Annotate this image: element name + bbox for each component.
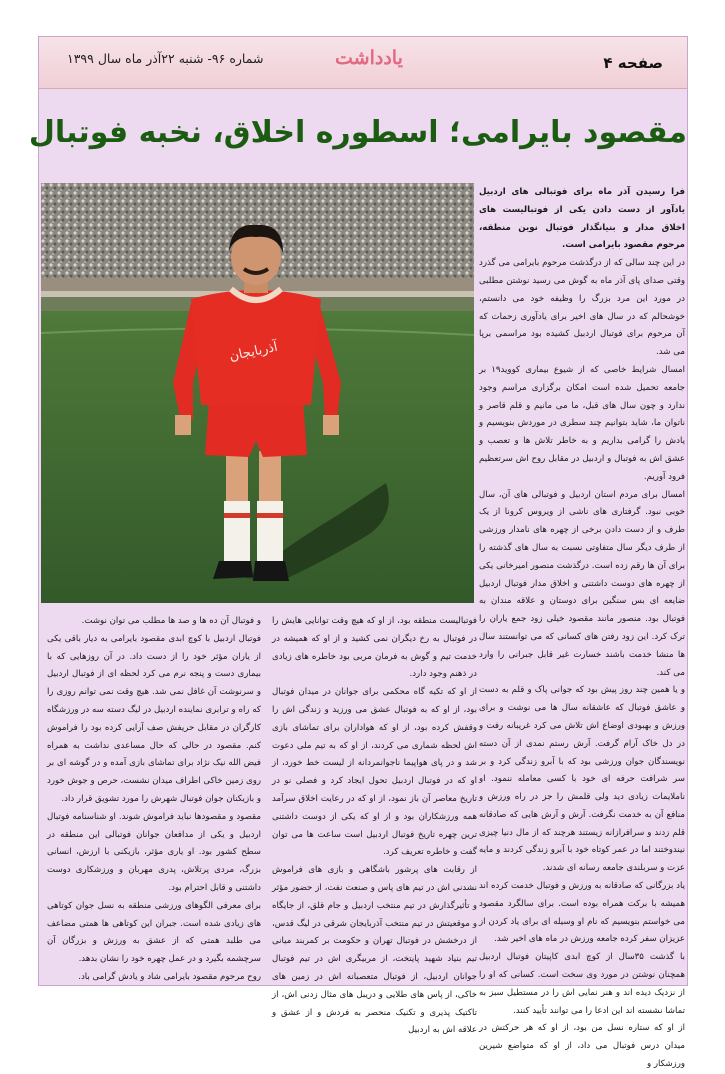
article-paragraph: فوتبالیست منطقه بود، از او که هیچ وقت توانایی هایش را در فوتبال به رخ دیگران نمی کشید و از او که همیشه در خدمت تیم و گوش به فرمان مربی بود خاطره های زیادی در ذهنم وجود دارد. <box>272 616 477 680</box>
article-title: مقصود بایرامی؛ اسطوره اخلاق، نخبه فوتبال <box>28 115 687 150</box>
article-paragraph: امسال برای مردم استان اردبیل و فوتبالی های آن، سال خوبی نبود. گرفتاری های ناشی از ویروس کرونا از یک طرف و از دست دادن برخی از چهره های نامدار ورزشی از طرف دیگر سال متفاوتی نسبت به سال های گذشته را برای آن ها رقم زده است. درگذشت منصور امیرخانی یکی از چهره های دوست داشتنی و اخلاق مدار فوتبال اردبیل ضایعه ای بس سنگین برای دوستان و علاقه مندان به فوتبال بود. منصور مانند مقصود خیلی زود جمع یاران را ترک کرد. این زود رفتن های کسانی که می توانستند سال ها منشا خدمت باشند خسارت غیر قابل جبرانی را وارد می کند. <box>479 489 685 678</box>
article-closing: روح مرحوم مقصود بایرامی شاد و یادش گرامی باد. <box>78 971 261 982</box>
article-column-right <box>479 184 685 1070</box>
article-paragraph: با گذشت ۳۵سال از کوچ ابدی کاپیتان فوتبال اردبیل همچنان نوشتن در مورد وی سخت است. کسانی که او را از نزدیک دیده اند و هنر نمایی اش را در مستطیل سبز به تماشا نشسته اند این ادعا را می توانند تأیید کنند. <box>479 952 685 1016</box>
article-paragraph: مقصود و مقصودها نباید فراموش شوند. او شناسنامه فوتبال اردبیل و یکی از مدافعان جوانان فوتبالی این منطقه در سطح کشور بود. او یاری مؤثر، بازیکنی با ارزش، انسانی بزرگ، مردی پرتلاش، پدری مهربان و ورزشکاری دوست داشتنی و قابل احترام بود. <box>47 811 261 893</box>
article-paragraph: یاد بزرگانی که صادقانه به ورزش و فوتبال خدمت کرده اند همیشه با برکت همراه بوده است. برای سالگرد مقصود می خواستم بنویسیم که نام او وسیله ای برای یاد کردن از عزیزان سفر کرده جامعه ورزش در ماه های اخیر شد. <box>479 881 685 945</box>
article-paragraph: در این چند سالی که از درگذشت مرحوم بایرامی می گذرد وقتی صدای پای آذر ماه به گوش می رسید نوشتن مطلبی در مورد این مرد بزرگ را وظیفه خود می دانستم، خوشحالم که در سال های اخیر برای یادآوری زحمات که آن مرحوم برای فوتبال اردبیل کشیده بود مراسمی برپا می شد. <box>479 258 685 358</box>
article-paragraph: برای معرفی الگوهای ورزشی منطقه به نسل جوان کوتاهی های زیادی شده است. جبران این کوتاهی ها همتی مضاعف می طلبد همتی که از عشق به ورزش و بزرگان آن سرچشمه بگیرد و در عمل چهره خود را نشان بدهد. <box>47 900 261 965</box>
article-paragraph: از رقابت های پرشور باشگاهی و بازی های فراموش نشدنی اش در تیم های پاس و صنعت نفت، از حضور مؤثر و تأثیرگذارش در تیم منتخب اردبیل و جام قلق، از جایگاه و موقعیتش در تیم منتخب آذربایجان شرقی در لیگ قدس، از درخشش در فوتبال تهران و حکومت بر کمربند میانی تیم بنیاد شهید پایتخت، از مربیگری اش در تیم فوتبال جوانان اردبیل، از فوتبال متعصبانه اش در زمین های خاکی، از پاس های طلایی و دریبل های مثال زدنی اش، از تاکتیک پذیری و تکنیک منحصر به فردش و از عشق و علاقه اش به اردبیل <box>272 865 477 1036</box>
article-paragraph: از او که تکیه گاه محکمی برای جوانان در میدان فوتبال بود، از او که به فوتبال عشق می ورزید و زندگی اش را وقفش کرده بود، از او که هواداران برای تماشای بازی اش لحظه شماری می کردند، از او که به تیم ملی دعوت شد و در پای هواپیما ناجوانمردانه از لیست خط خورد، از او که در فوتبال اردبیل تحول ایجاد کرد و فصلی نو در تاریخ معاصر آن باز نمود، از او که در رعایت اخلاق سرآمد همه ورزشکاران بود و از او که یکی از دوست داشتنی ترین چهره تاریخ فوتبال اردبیل است ساعت ها می توان گفت و خاطره تعریف کرد. <box>272 687 477 858</box>
page-header <box>39 37 687 89</box>
issue-info: شماره ۹۶- شنبه ۲۲آذر ماه سال ۱۳۹۹ <box>67 51 264 66</box>
article-paragraph: و فوتبال آن ده ها و صد ها مطلب می توان نوشت. <box>81 616 261 626</box>
player-photo <box>41 183 474 603</box>
article-paragraph: از او که ستاره نسل من بود، از او که هر حرکتش در میدان درس فوتبال می داد، از او که متواضع شیرین ورزشکار و <box>479 1023 685 1070</box>
article-lead: فرا رسیدن آذر ماه برای فوتبالی های اردبیل یادآور از دست دادن یکی از فوتبالیست های اخلاق مدار و بنیانگذار فوتبال نوین منطقه، مرحوم مقصود بایرامی است. <box>479 187 685 251</box>
article-paragraph: فوتبال اردبیل با کوچ ابدی مقصود بایرامی به دیار باقی یکی از یاران مؤثر خود را از دست داد. در آن روزهایی که با بیماری دست و پنجه نرم می کرد لحظه ای از فوتبال اردبیل و سرنوشت آن غافل نمی شد. هیچ وقت نمی توانم روزی را که راه و ترابری نماینده اردبیل در لیگ دسته سه در ورزشگاه کارگران در مقابل حریفش صف آرایی کرده بود را فراموش کنم. مقصود در حالی که حال مساعدی نداشت به همراه فیض الله نیک نژاد برای تماشای بازی آمده و در گوشه ای بر روی زمین خاکی اطراف میدان نشست، حرص و جوش خورد و بازیکنان جوان فوتبال شهرش را مورد تشویق قرار داد. <box>47 633 261 804</box>
article-column-middle <box>272 613 477 1036</box>
page-number: صفحه ۴ <box>603 54 663 72</box>
article-column-left <box>47 613 261 983</box>
article-paragraph: امسال شرایط خاصی که از شیوع بیماری کووید۱۹ بر جامعه تحمیل شده است امکان برگزاری مراسم وجود ندارد و چون سال های قبل، ما می مانیم و قلم قاصر و ناتوان ما، شاید بتوانیم چند سطری در موردش بنویسیم و یادش را گرامی بداریم و به خاطر تلاش ها و تعصب و عشق اش به فوتبال و اردبیل در مقابل روح اش سرتعظیم فرود آوریم. <box>479 364 685 482</box>
page-frame <box>28 36 688 1070</box>
section-name: یادداشت <box>335 47 403 69</box>
article-paragraph: و یا همین چند روز پیش بود که جوانی پاک و قلم به دست و عاشق فوتبال که عاشقانه سال ها می نوشت و برای ورزش و بهبودی اوضاع اش تلاش می کرد غریبانه رفت و در دل خاک آرام گرفت. آرش رستم نمدی از آن دسته نویسندگان جوان ورزشی بود که با آبرو زندگی کرد و بر سر شرافت حرفه ای خود با کسی معامله ننمود. او ناملایمات زیادی دید ولی قلمش را جز در راه ورزش و منافع آن به خدمت نگرفت. آرش و آرش هایی که صادقانه قلم زدند و سرافرازانه زیستند هرچند که از مال دنیا چیزی نیندوختند اما در عمر کوتاه خود با آبرو زندگی کردند و مایه عزت و سربلندی جامعه رسانه ای شدند. <box>479 685 685 874</box>
jersey-text: آذربایجان <box>228 339 279 365</box>
